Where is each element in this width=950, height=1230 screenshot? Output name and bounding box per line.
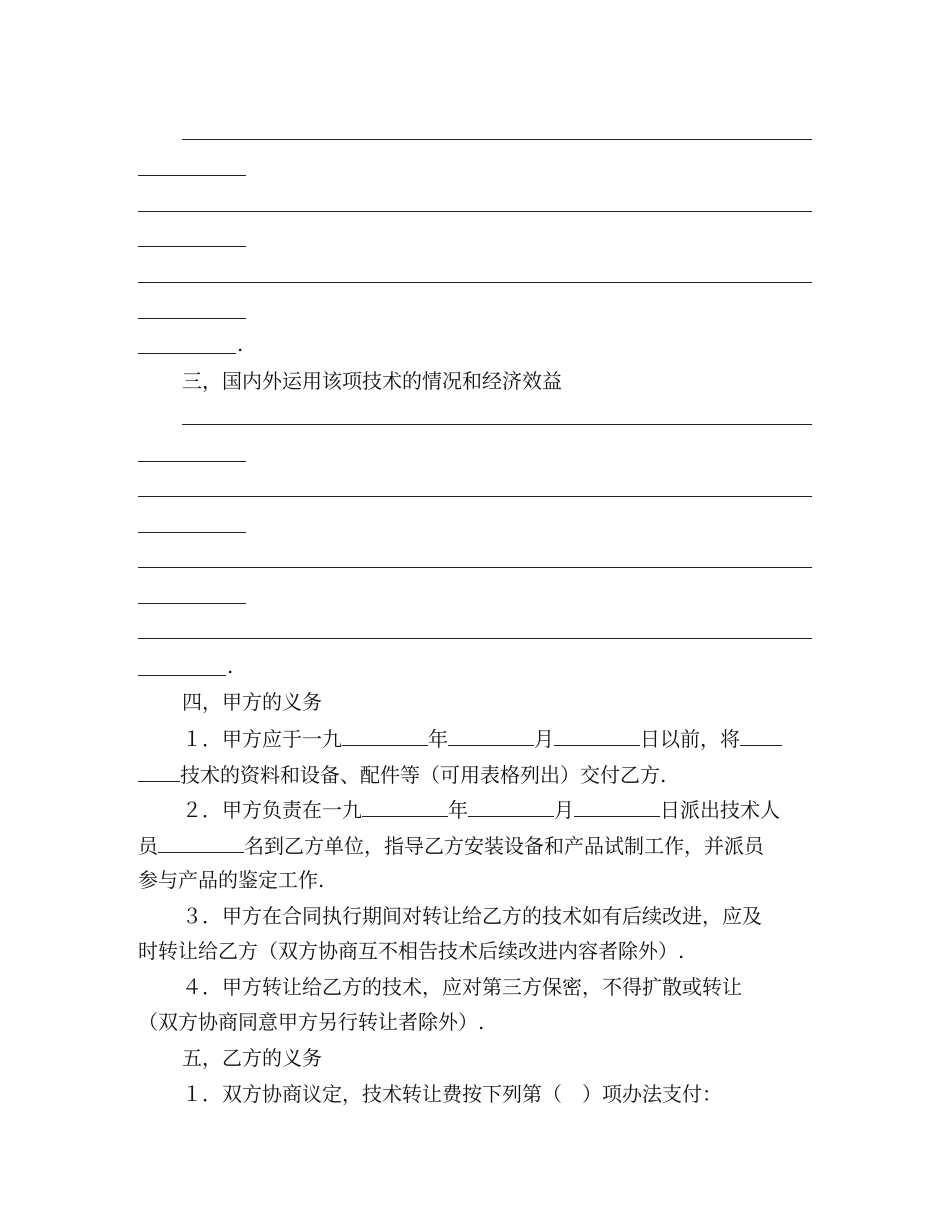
section-3-heading: 三，国内外运用该项技术的情况和经济效益 xyxy=(182,369,562,393)
blank-line xyxy=(138,532,246,533)
year-blank xyxy=(362,797,448,817)
blank-line xyxy=(138,318,246,319)
blank-line xyxy=(138,567,812,568)
section-4-item-3-line-2: 时转让给乙方（双方协商互不相告技术后续改进内容者除外）. xyxy=(138,939,685,963)
blank-line xyxy=(138,461,246,462)
blank-line xyxy=(138,353,236,354)
section-5-heading: 五，乙方的义务 xyxy=(182,1046,322,1070)
blank-line xyxy=(182,139,812,140)
blank-line xyxy=(138,638,812,639)
section-4-item-4-line-2: （双方协商同意甲方另行转让者除外）. xyxy=(138,1010,485,1034)
section-4-item-1-line-2: 技术的资料和设备、配件等（可用表格列出）交付乙方. xyxy=(138,762,666,787)
section-4-item-2-line-3: 参与产品的鉴定工作. xyxy=(138,868,325,892)
day-blank xyxy=(574,797,660,817)
day-blank xyxy=(554,726,640,746)
blank-line xyxy=(138,603,246,604)
staff-count-blank xyxy=(158,833,244,853)
section-4-item-2-line-1: ２．甲方负责在一九 年 月 日派出技术人 xyxy=(182,798,780,822)
section-4-heading: 四，甲方的义务 xyxy=(182,690,322,714)
section-4-item-4-line-1: ４．甲方转让给乙方的技术，应对第三方保密，不得扩散或转让 xyxy=(182,975,742,999)
month-blank xyxy=(468,797,554,817)
blank-line xyxy=(138,246,246,247)
blank-line xyxy=(138,211,812,212)
section-4-item-1-line-1: １．甲方应于一九 年 月 日以前，将 xyxy=(182,726,782,751)
blank-line xyxy=(138,496,812,497)
blank-line xyxy=(182,424,812,425)
blank-line xyxy=(138,282,812,283)
technology-name-blank xyxy=(138,762,180,782)
period-mark: . xyxy=(237,332,244,356)
section-4-item-2-line-2: 员 名到乙方单位，指导乙方安装设备和产品试制工作，并派员 xyxy=(138,834,764,858)
blank-line xyxy=(138,675,226,676)
period-mark: . xyxy=(227,654,234,678)
year-blank xyxy=(342,726,428,746)
month-blank xyxy=(448,726,534,746)
blank-line xyxy=(138,175,246,176)
technology-name-blank xyxy=(740,726,782,746)
section-4-item-3-line-1: ３．甲方在合同执行期间对转让给乙方的技术如有后续改进，应及 xyxy=(182,904,762,928)
section-5-item-1: １．双方协商议定，技术转让费按下列第（ ）项办法支付： xyxy=(182,1082,722,1106)
